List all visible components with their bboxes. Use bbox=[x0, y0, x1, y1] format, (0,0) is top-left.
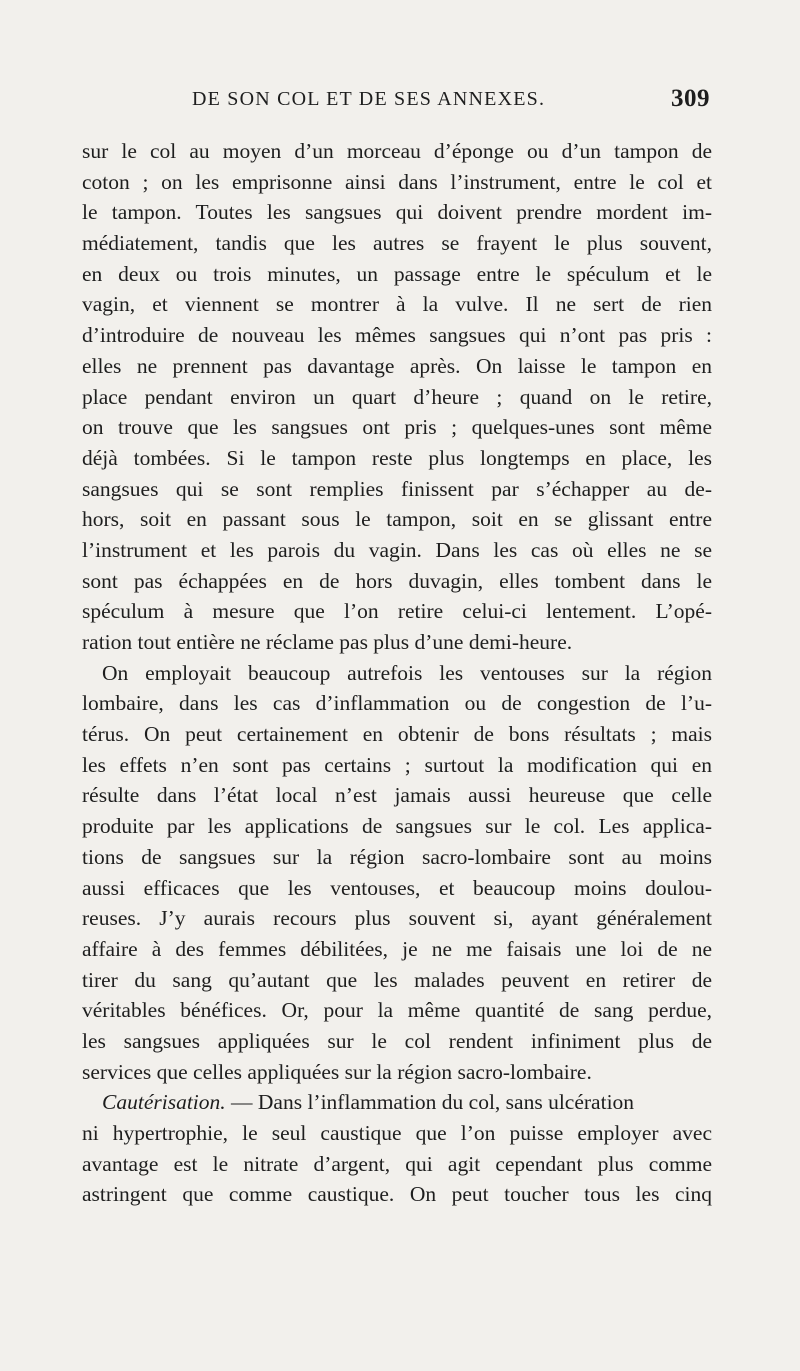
text-line-paragraph-end: services que celles appliquées sur la région sacro-lombaire. bbox=[82, 1059, 592, 1084]
section-heading: Cautérisation. bbox=[102, 1090, 226, 1115]
running-head bbox=[92, 85, 710, 122]
text-line: place pendant environ un quart d’heure ; quand on le retire, bbox=[82, 384, 712, 409]
text-line: vagin, et viennent se montrer à la vulve. Il ne sert de rien bbox=[82, 292, 712, 317]
text-line: sangsues qui se sont remplies finissent par s’échapper au de- bbox=[82, 476, 712, 501]
text-line: spéculum à mesure que l’on retire celui-ci lentement. L’opé- bbox=[82, 599, 712, 624]
text-line-paragraph-end: ration tout entière ne réclame pas plus d’une demi-heure. bbox=[82, 630, 573, 654]
section-first-line-text: — Dans l’inflammation du col, sans ulcération bbox=[225, 1090, 635, 1115]
text-line: le tampon. Toutes les sangsues qui doivent prendre mordent im- bbox=[82, 200, 712, 225]
text-line: les effets n’en sont pas certains ; surtout la modification qui en bbox=[82, 752, 712, 777]
text-line: affaire à des femmes débilitées, je ne me faisais une loi de ne bbox=[82, 936, 712, 961]
text-line: résulte dans l’état local n’est jamais aussi heureuse que celle bbox=[82, 783, 712, 808]
section-first-line bbox=[82, 1087, 712, 1118]
body-text bbox=[82, 136, 712, 1210]
text-line: hors, soit en passant sous le tampon, soit en se glissant entre bbox=[82, 507, 712, 532]
text-line: ni hypertrophie, le seul caustique que l’on puisse employer avec bbox=[82, 1121, 712, 1145]
text-line: déjà tombées. Si le tampon reste plus longtemps en place, les bbox=[82, 445, 712, 470]
text-line: on trouve que les sangsues ont pris ; quelques-unes sont même bbox=[82, 415, 712, 440]
text-line: d’introduire de nouveau les mêmes sangsues qui n’ont pas pris : bbox=[82, 323, 712, 348]
text-line: l’instrument et les parois du vagin. Dans les cas où elles ne se bbox=[82, 537, 712, 562]
page-number: 309 bbox=[671, 85, 710, 112]
text-line-paragraph-start: On employait beaucoup autrefois les ventouses sur la région bbox=[102, 660, 712, 685]
text-line: produite par les applications de sangsues sur le col. Les applica- bbox=[82, 814, 712, 839]
text-line: aussi efficaces que les ventouses, et beaucoup moins doulou- bbox=[82, 875, 712, 900]
running-title: DE SON COL ET DE SES ANNEXES. bbox=[192, 88, 546, 110]
text-line: elles ne prennent pas davantage après. On laisse le tampon en bbox=[82, 353, 712, 378]
text-line: véritables bénéfices. Or, pour la même quantité de sang perdue, bbox=[82, 998, 712, 1023]
text-line: lombaire, dans les cas d’inflammation ou de congestion de l’u- bbox=[82, 691, 712, 716]
text-line: avantage est le nitrate d’argent, qui agit cependant plus comme bbox=[82, 1151, 712, 1176]
text-line: sur le col au moyen d’un morceau d’éponge ou d’un tampon de bbox=[82, 139, 712, 163]
text-line: coton ; on les emprisonne ainsi dans l’instrument, entre le col et bbox=[82, 169, 712, 194]
text-line: sont pas échappées en de hors duvagin, elles tombent dans le bbox=[82, 568, 712, 593]
text-line: tirer du sang qu’autant que les malades peuvent en retirer de bbox=[82, 967, 712, 992]
text-line: tions de sangsues sur la région sacro-lombaire sont au moins bbox=[82, 844, 712, 869]
text-line: reuses. J’y aurais recours plus souvent si, ayant généralement bbox=[82, 906, 712, 931]
text-line: térus. On peut certainement en obtenir de bons résultats ; mais bbox=[82, 722, 712, 747]
text-line: en deux ou trois minutes, un passage entre le spéculum et le bbox=[82, 261, 712, 286]
text-line: astringent que comme caustique. On peut toucher tous les cinq bbox=[82, 1182, 712, 1207]
text-line: médiatement, tandis que les autres se frayent le plus souvent, bbox=[82, 231, 712, 256]
text-line: les sangsues appliquées sur le col rendent infiniment plus de bbox=[82, 1028, 712, 1053]
